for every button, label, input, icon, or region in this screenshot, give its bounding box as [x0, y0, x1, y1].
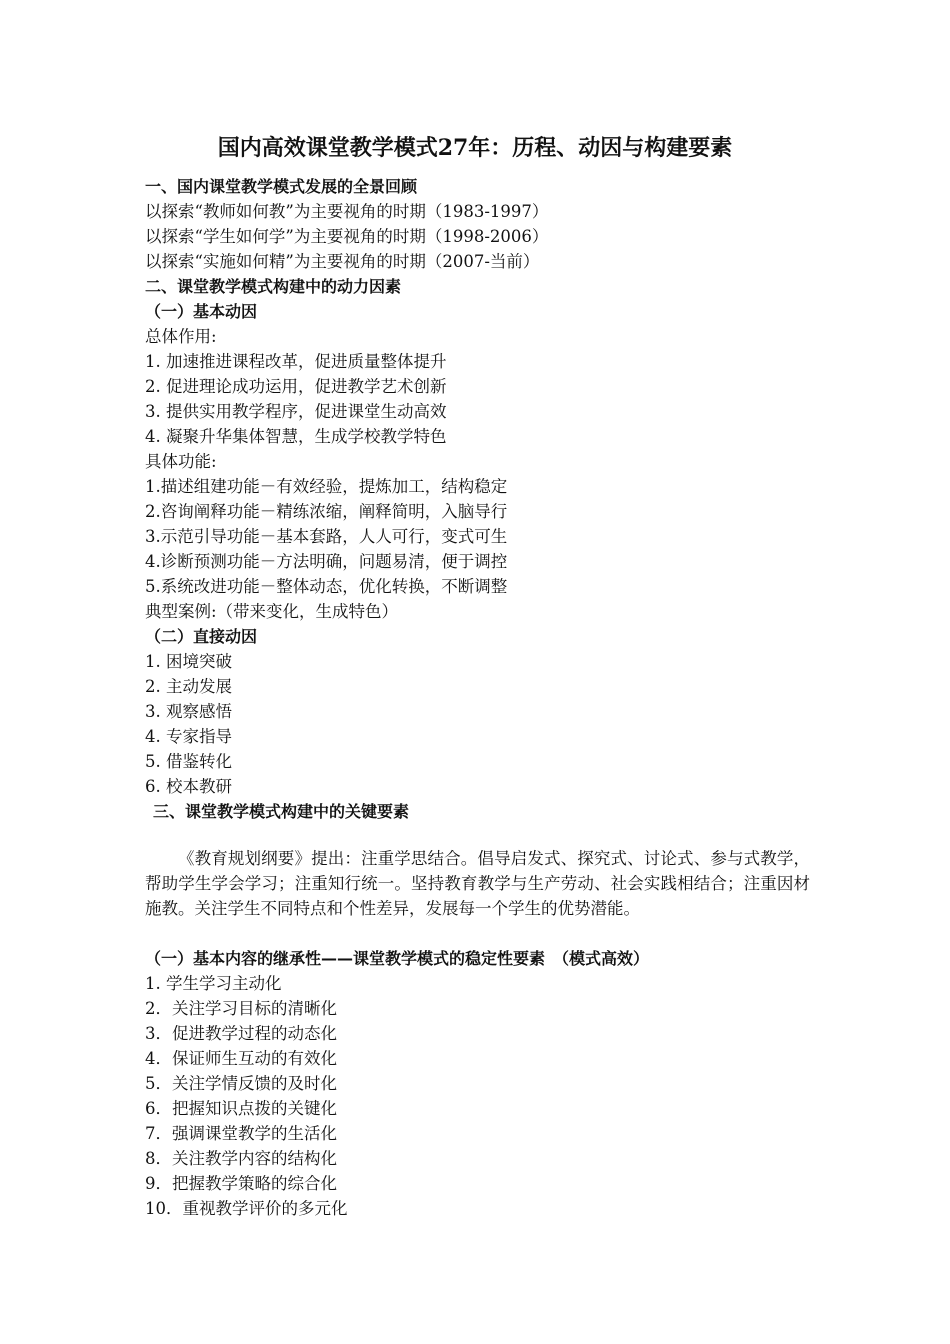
- list-item: 5. 借鉴转化: [145, 752, 232, 771]
- case-label: 典型案例:（带来变化，生成特色）: [145, 602, 399, 621]
- list-item: 2．关注学习目标的清晰化: [145, 999, 337, 1018]
- list-item: 以探索“学生如何学”为主要视角的时期（1998-2006）: [145, 227, 549, 246]
- list-item: 9．把握教学策略的综合化: [145, 1174, 337, 1193]
- list-item: 4.诊断预测功能－方法明确，问题易清，便于调控: [145, 552, 508, 571]
- section3-heading: 三、课堂教学模式构建中的关键要素: [153, 802, 410, 821]
- list-item: 3.示范引导功能－基本套路，人人可行，变式可生: [145, 527, 508, 546]
- list-item: 4．保证师生互动的有效化: [145, 1049, 337, 1068]
- body-paragraph: 《教育规划纲要》提出：注重学思结合。倡导启发式、探究式、讨论式、参与式教学，帮助学生学会学习；注重知行统一。坚持教育教学与生产劳动、社会实践相结合；注重因材施教。关注学生不同特点和个性差异，发展每一个学生的优势潜能。: [145, 849, 810, 918]
- section2-heading: 二、课堂教学模式构建中的动力因素: [145, 277, 402, 296]
- list-item: 10．重视教学评价的多元化: [145, 1199, 348, 1218]
- list-item: 3. 提供实用教学程序，促进课堂生动高效: [145, 402, 447, 421]
- list-item: 7．强调课堂教学的生活化: [145, 1124, 337, 1143]
- document-title: 国内高效课堂教学模式27年：历程、动因与构建要素: [217, 135, 733, 161]
- list-item: 3．促进教学过程的动态化: [145, 1024, 337, 1043]
- list-item: 5．关注学情反馈的及时化: [145, 1074, 337, 1093]
- list-item: 8．关注教学内容的结构化: [145, 1149, 337, 1168]
- list-item: 1. 加速推进课程改革，促进质量整体提升: [145, 352, 447, 371]
- list-item: 以探索“实施如何精”为主要视角的时期（2007-当前）: [145, 252, 540, 271]
- list-item: 2. 促进理论成功运用，促进教学艺术创新: [145, 377, 447, 396]
- list-item: 3. 观察感悟: [145, 702, 232, 721]
- list-item: 以探索“教师如何教”为主要视角的时期（1983-1997）: [145, 202, 549, 221]
- list-item: 1.描述组建功能－有效经验，提炼加工，结构稳定: [145, 477, 508, 496]
- section3-subheading-1: （一）基本内容的继承性——课堂教学模式的稳定性要素 （模式高效）: [145, 949, 650, 968]
- section1-heading: 一、国内课堂教学模式发展的全景回顾: [145, 177, 418, 196]
- list-item: 6．把握知识点拨的关键化: [145, 1099, 337, 1118]
- overall-label: 总体作用:: [145, 327, 217, 346]
- section2-subheading-1: （一）基本动因: [145, 302, 258, 321]
- list-item: 4. 凝聚升华集体智慧，生成学校教学特色: [145, 427, 447, 446]
- list-item: 1. 学生学习主动化: [145, 974, 282, 993]
- list-item: 2. 主动发展: [145, 677, 232, 696]
- list-item: 1. 困境突破: [145, 652, 232, 671]
- list-item: 2.咨询阐释功能－精练浓缩，阐释简明，入脑导行: [145, 502, 508, 521]
- specific-label: 具体功能:: [145, 452, 217, 471]
- list-item: 4. 专家指导: [145, 727, 232, 746]
- list-item: 6. 校本教研: [145, 777, 232, 796]
- section2-subheading-2: （二）直接动因: [145, 627, 258, 646]
- list-item: 5.系统改进功能－整体动态，优化转换，不断调整: [145, 577, 508, 596]
